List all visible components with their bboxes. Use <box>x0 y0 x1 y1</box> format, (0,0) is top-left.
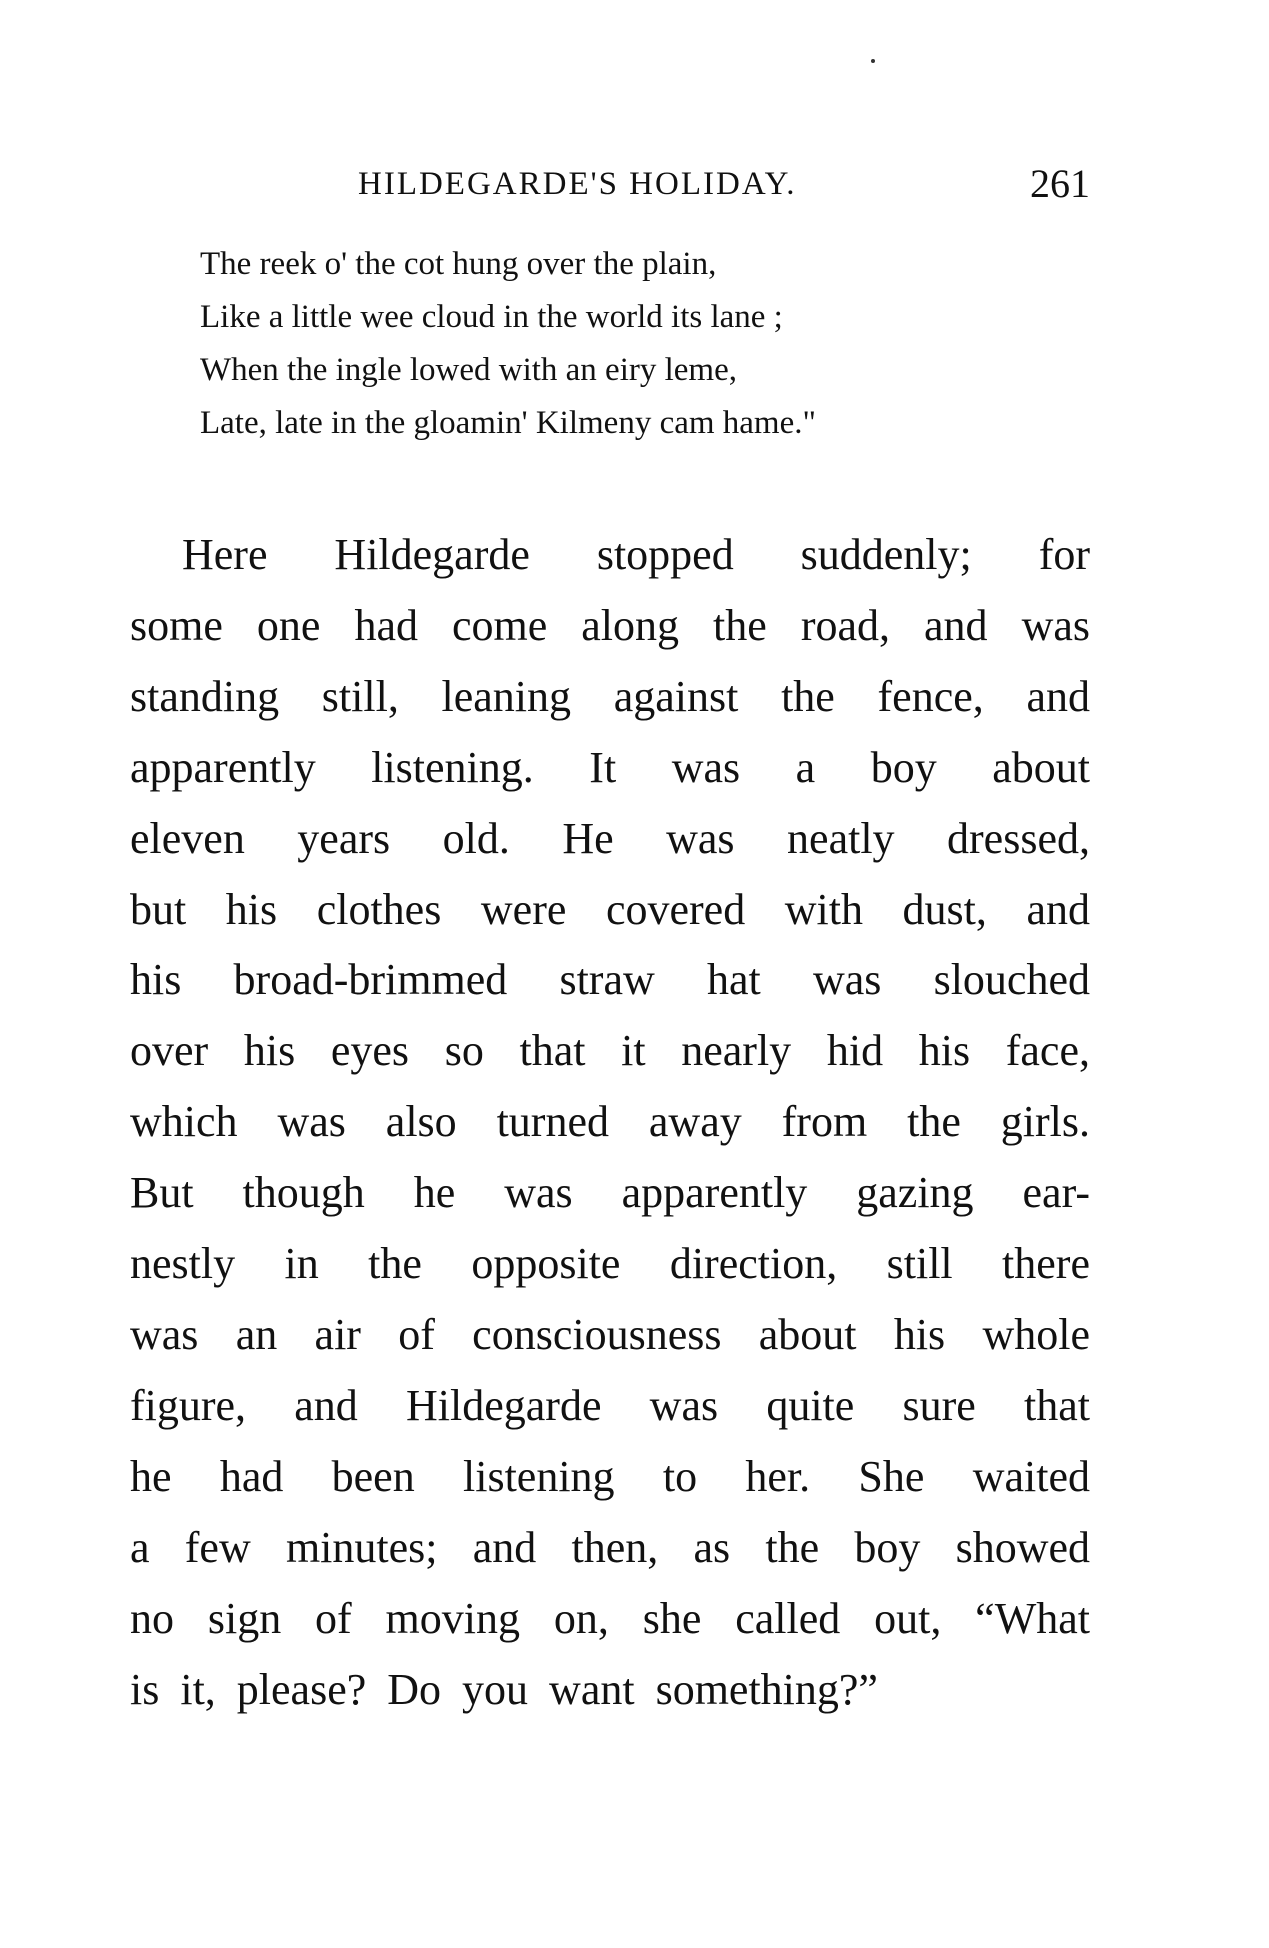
running-title: HILDEGARDE'S HOLIDAY. <box>358 166 797 202</box>
verse-line: When the ingle lowed with an eiry leme, <box>200 352 737 388</box>
verse-line: The reek o' the cot hung over the plain, <box>200 246 717 282</box>
paragraph-line: apparently listening. It was a boy about <box>130 742 1090 792</box>
verse-line: Like a little wee cloud in the world its lane ; <box>200 299 783 335</box>
paragraph-line: over his eyes so that it nearly hid his face, <box>130 1026 1090 1076</box>
paragraph-line: some one had come along the road, and was <box>130 600 1090 650</box>
page-header <box>130 160 1090 210</box>
paragraph-line: was an air of consciousness about his whole <box>130 1309 1090 1359</box>
verse-line: Late, late in the gloamin' Kilmeny cam hame." <box>200 405 816 441</box>
body-paragraph <box>130 520 1090 1725</box>
paragraph-line: figure, and Hildegarde was quite sure that <box>130 1380 1090 1430</box>
paragraph-line: Here Hildegarde stopped suddenly; for <box>182 530 1090 579</box>
page-number: 261 <box>1030 161 1090 206</box>
paragraph-line: But though he was apparently gazing ear- <box>130 1168 1090 1218</box>
verse-block <box>200 238 1100 450</box>
paragraph-line: standing still, leaning against the fence, and <box>130 671 1090 721</box>
paragraph-line: which was also turned away from the girls. <box>130 1097 1090 1147</box>
paragraph-line: eleven years old. He was neatly dressed, <box>130 813 1090 863</box>
print-speck <box>871 59 875 63</box>
paragraph-line: he had been listening to her. She waited <box>130 1451 1090 1501</box>
paragraph-line: nestly in the opposite direction, still there <box>130 1239 1090 1289</box>
paragraph-line: his broad-brimmed straw hat was slouched <box>130 955 1090 1005</box>
paragraph-line: is it, please? Do you want something?” <box>130 1664 878 1714</box>
paragraph-line: a few minutes; and then, as the boy showed <box>130 1522 1090 1572</box>
paragraph-line: no sign of moving on, she called out, “What <box>130 1593 1090 1643</box>
paragraph-line: but his clothes were covered with dust, and <box>130 884 1090 934</box>
